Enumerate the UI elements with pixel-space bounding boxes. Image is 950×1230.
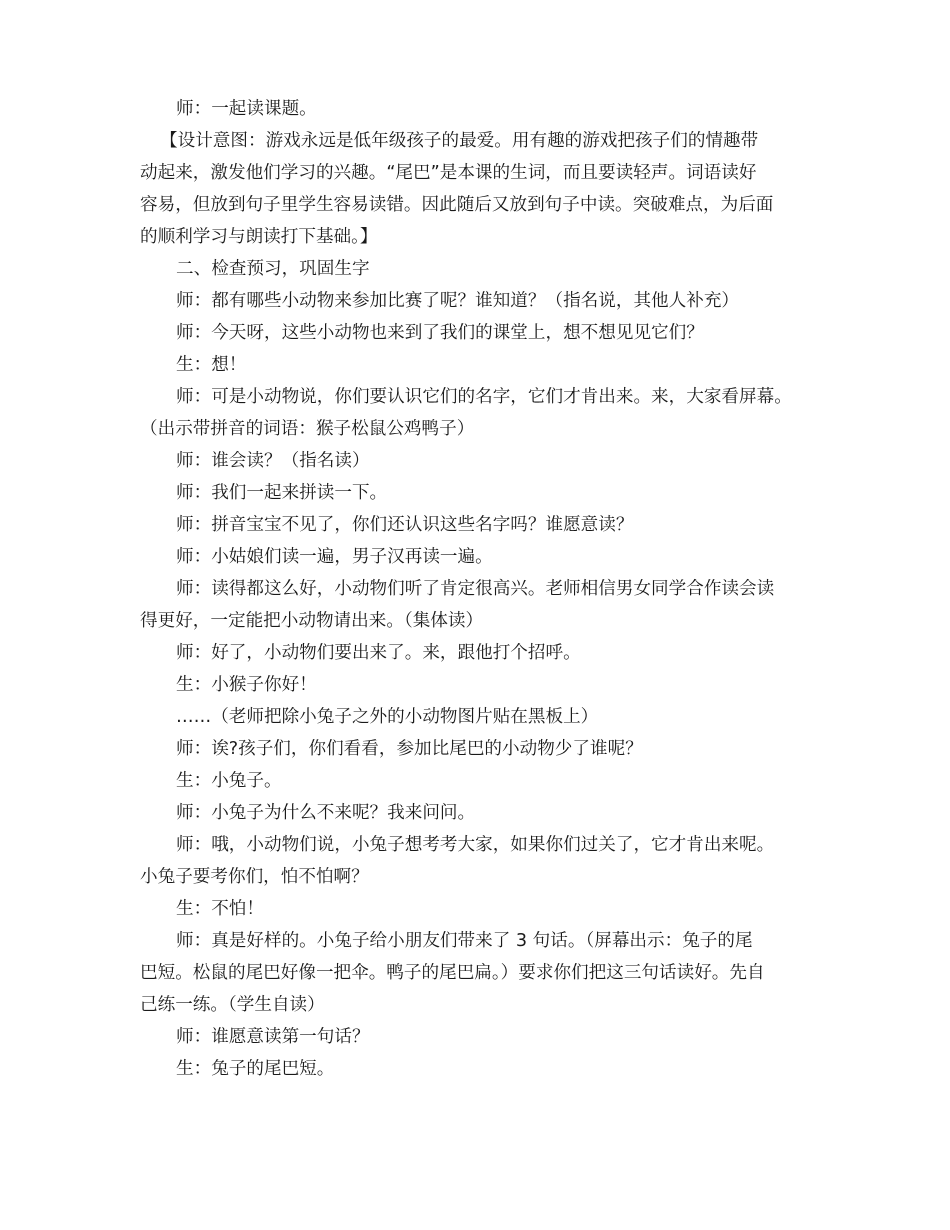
text-line: 师：小姑娘们读一遍，男子汉再读一遍。 (176, 547, 493, 567)
text-line: 的顺利学习与朗读打下基础。】 (140, 227, 378, 247)
text-line: 师：今天呀，这些小动物也来到了我们的课堂上，想不想见见它们？ (176, 323, 704, 343)
text-line: 动起来，激发他们学习的兴趣。“尾巴”是本课的生词，而且要读轻声。词语读好 (140, 163, 757, 183)
text-line: 师：我们一起来拼读一下。 (176, 483, 388, 503)
paragraph (140, 893, 816, 925)
text-line: ……（老师把除小兔子之外的小动物图片贴在黑板上） (176, 707, 599, 727)
paragraph (140, 637, 816, 669)
paragraph (140, 445, 816, 477)
text-line: 得更好，一定能把小动物请出来。（集体读） (140, 611, 484, 631)
paragraph (140, 317, 816, 349)
paragraph (140, 573, 816, 637)
text-line: 师：读得都这么好，小动物们听了肯定很高兴。老师相信男女同学合作读会读 (176, 579, 775, 599)
paragraph (140, 93, 816, 125)
paragraph (140, 477, 816, 509)
text-line: 生：小猴子你好！ (176, 675, 317, 695)
paragraph (140, 509, 816, 541)
text-line: 生：不怕！ (176, 899, 264, 919)
paragraph (140, 541, 816, 573)
text-line: 师：哦，小动物们说，小兔子想考考大家，如果你们过关了，它才肯出来呢。 (176, 835, 775, 855)
paragraph (140, 765, 816, 797)
paragraph (140, 797, 816, 829)
text-line: （出示带拼音的词语：猴子松鼠公鸡鸭子） (140, 419, 475, 439)
paragraph (140, 829, 816, 893)
text-line: 师：真是好样的。小兔子给小朋友们带来了 3 句话。（屏幕出示：兔子的尾 (176, 931, 753, 951)
paragraph (140, 701, 816, 733)
text-line: 巴短。松鼠的尾巴好像一把伞。鸭子的尾巴扁。）要求你们把这三句话读好。先自 (140, 963, 765, 983)
text-line: 己练一练。（学生自读） (140, 995, 325, 1015)
text-line: 小兔子要考你们，怕不怕啊？ (140, 867, 369, 887)
text-line: 生：小兔子。 (176, 771, 282, 791)
paragraph (140, 1053, 816, 1085)
text-line: 师：都有哪些小动物来参加比赛了呢？谁知道？（指名说，其他人补充） (176, 291, 740, 311)
text-line: 师：一起读课题。 (176, 99, 317, 119)
text-line: 师：拼音宝宝不见了，你们还认识这些名字吗？谁愿意读？ (176, 515, 634, 535)
text-line: 生：想！ (176, 355, 247, 375)
paragraph (140, 349, 816, 381)
paragraph (140, 253, 816, 285)
text-line: 师：好了，小动物们要出来了。来，跟他打个招呼。 (176, 643, 581, 663)
paragraph (140, 733, 816, 765)
text-line: 师：可是小动物说，你们要认识它们的名字，它们才肯出来。来，大家看屏幕。 (176, 387, 792, 407)
text-line: 二、检查预习，巩固生字 (176, 259, 370, 279)
text-line: 师：诶?孩子们，你们看看，参加比尾巴的小动物少了谁呢？ (176, 739, 643, 759)
text-line: 生：兔子的尾巴短。 (176, 1059, 335, 1079)
paragraph (140, 381, 816, 445)
paragraph (140, 1021, 816, 1053)
text-line: 容易，但放到句子里学生容易读错。因此随后又放到句子中读。突破难点，为后面 (140, 195, 774, 215)
document-body (140, 93, 816, 1085)
paragraph (140, 285, 816, 317)
text-line: 师：谁会读？（指名读） (176, 451, 370, 471)
paragraph (140, 125, 816, 253)
paragraph (140, 669, 816, 701)
paragraph (140, 925, 816, 1021)
text-line: 【设计意图：游戏永远是低年级孩子的最爱。用有趣的游戏把孩子们的情趣带 (160, 131, 759, 151)
text-line: 师：小兔子为什么不来呢？我来问问。 (176, 803, 476, 823)
text-line: 师：谁愿意读第一句话？ (176, 1027, 370, 1047)
